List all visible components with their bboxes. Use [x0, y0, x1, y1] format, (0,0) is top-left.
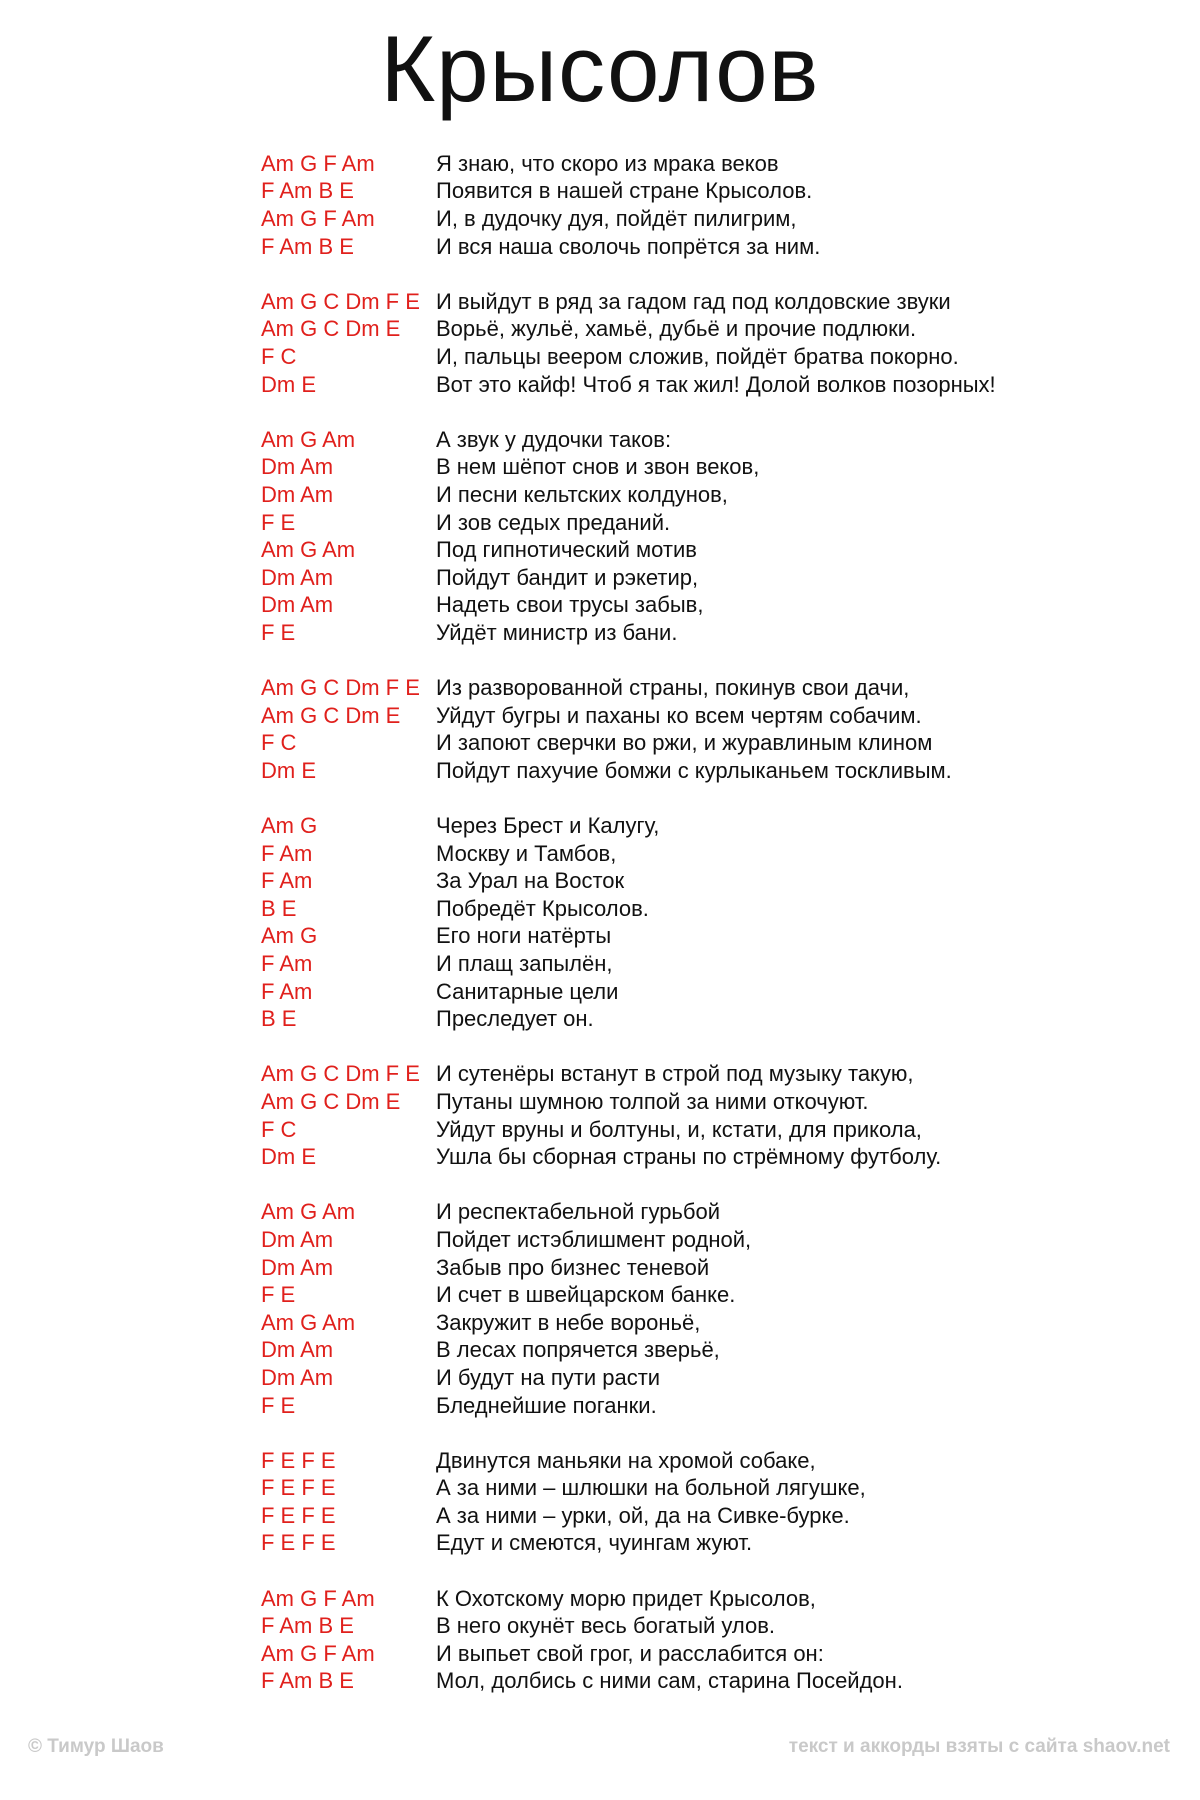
lyric-text: Из разворованной страны, покинув свои дачи,: [436, 675, 910, 701]
chord-label: Dm Am: [261, 454, 334, 480]
song-line: [261, 178, 1061, 206]
lyric-text: А звук у дудочки таков:: [436, 426, 672, 452]
song-line: [261, 1143, 1061, 1171]
lyric-text: Санитарные цели: [436, 978, 619, 1004]
song-line: [261, 923, 1061, 951]
lyric-text: И плащ запылён,: [436, 951, 613, 977]
chord-label: Dm E: [261, 1144, 316, 1170]
song-line: [261, 564, 1061, 592]
chord-label: Am G: [261, 813, 318, 839]
song-line: [261, 729, 1061, 757]
chord-label: F Am B E: [261, 1613, 354, 1639]
chord-label: F E: [261, 509, 296, 535]
song-line: [261, 1199, 1061, 1227]
chord-label: Dm Am: [261, 592, 334, 618]
song-line: [261, 316, 1061, 344]
song-line: [261, 757, 1061, 785]
chord-label: Dm Am: [261, 1226, 334, 1252]
chord-label: Am G Am: [261, 537, 356, 563]
chord-label: Am G C Dm E: [261, 702, 401, 728]
lyric-text: Пойдут бандит и рэкетир,: [436, 564, 699, 590]
song-line: [261, 592, 1061, 620]
chord-label: B E: [261, 1006, 297, 1032]
stanza: [261, 812, 1061, 1033]
chord-label: F E: [261, 619, 296, 645]
song-line: [261, 1254, 1061, 1282]
lyric-text: Через Брест и Калугу,: [436, 813, 660, 839]
lyric-text: Появится в нашей стране Крысолов.: [436, 178, 813, 204]
song-line: [261, 1475, 1061, 1503]
lyric-text: Пойдут пахучие бомжи с курлыканьем тоскливым.: [436, 757, 952, 783]
lyric-text: И выпьет свой грог, и расслабится он:: [436, 1640, 824, 1666]
chord-label: Am G C Dm E: [261, 1088, 401, 1114]
chord-label: Am G Am: [261, 1199, 356, 1225]
song-line: [261, 1309, 1061, 1337]
chord-label: Am G C Dm F E: [261, 1061, 420, 1087]
lyric-text: В лесах попрячется зверьё,: [436, 1337, 720, 1363]
chord-label: Am G C Dm E: [261, 316, 401, 342]
chord-label: F Am: [261, 868, 313, 894]
song-line: [261, 205, 1061, 233]
chord-label: Dm Am: [261, 481, 334, 507]
song-line: [261, 536, 1061, 564]
stanza: [261, 426, 1061, 647]
song-line: [261, 150, 1061, 178]
song-line: [261, 1061, 1061, 1089]
lyric-text: Москву и Тамбов,: [436, 840, 617, 866]
song-line: [261, 812, 1061, 840]
song-body: [261, 150, 1061, 1723]
chord-label: F C: [261, 730, 297, 756]
song-line: [261, 1088, 1061, 1116]
song-line: [261, 454, 1061, 482]
lyric-text: Мол, долбись с ними сам, старина Посейдон.: [436, 1668, 903, 1694]
chord-label: F E F E: [261, 1447, 336, 1473]
song-line: [261, 978, 1061, 1006]
lyric-text: И респектабельной гурьбой: [436, 1199, 721, 1225]
stanza: [261, 674, 1061, 784]
lyric-text: Бледнейшие поганки.: [436, 1392, 657, 1418]
lyric-text: К Охотскому морю придет Крысолов,: [436, 1585, 816, 1611]
chord-label: B E: [261, 895, 297, 921]
song-line: [261, 481, 1061, 509]
song-line: [261, 371, 1061, 399]
lyric-text: Ушла бы сборная страны по стрёмному футболу.: [436, 1144, 942, 1170]
song-line: [261, 702, 1061, 730]
stanza: [261, 150, 1061, 260]
lyric-text: Закружит в небе вороньё,: [436, 1309, 701, 1335]
chord-label: F E F E: [261, 1475, 336, 1501]
song-line: [261, 233, 1061, 261]
chord-label: F E F E: [261, 1530, 336, 1556]
lyric-text: И будут на пути расти: [436, 1364, 661, 1390]
song-line: [261, 674, 1061, 702]
lyric-text: Надеть свои трусы забыв,: [436, 592, 704, 618]
chord-label: Am G Am: [261, 426, 356, 452]
lyric-text: В нем шёпот снов и звон веков,: [436, 454, 760, 480]
song-line: [261, 1447, 1061, 1475]
stanza: [261, 1447, 1061, 1557]
chord-label: F E: [261, 1282, 296, 1308]
lyric-text: Вот это кайф! Чтоб я так жил! Долой волков позорных!: [436, 371, 996, 397]
song-line: [261, 1530, 1061, 1558]
stanza: [261, 1199, 1061, 1420]
chord-label: F Am B E: [261, 233, 354, 259]
lyric-text: В него окунёт весь богатый улов.: [436, 1613, 776, 1639]
song-line: [261, 426, 1061, 454]
lyric-text: За Урал на Восток: [436, 868, 625, 894]
source-text: текст и аккорды взяты с сайта shaov.net: [788, 1736, 1170, 1757]
song-line: [261, 1640, 1061, 1668]
lyric-text: И зов седых преданий.: [436, 509, 671, 535]
lyric-text: Уйдёт министр из бани.: [436, 619, 678, 645]
chord-label: Am G: [261, 923, 318, 949]
chord-label: Am G F Am: [261, 205, 375, 231]
lyric-text: Едут и смеются, чуингам жуют.: [436, 1530, 753, 1556]
chord-label: F Am: [261, 978, 313, 1004]
song-line: [261, 1281, 1061, 1309]
lyric-text: И вся наша сволочь попрётся за ним.: [436, 233, 821, 259]
lyric-text: А за ними – урки, ой, да на Сивке-бурке.: [436, 1502, 850, 1528]
chord-label: Dm Am: [261, 1254, 334, 1280]
song-line: [261, 619, 1061, 647]
stanza: [261, 1585, 1061, 1695]
lyric-text: Путаны шумною толпой за ними откочуют.: [436, 1088, 869, 1114]
song-title: Крысолов: [380, 16, 820, 121]
song-line: [261, 343, 1061, 371]
chord-label: F Am: [261, 840, 313, 866]
lyric-text: А за ними – шлюшки на больной лягушке,: [436, 1475, 866, 1501]
chord-label: Am G F Am: [261, 1640, 375, 1666]
lyric-text: Ворьё, жульё, хамьё, дубьё и прочие подлюки.: [436, 316, 917, 342]
chord-label: Dm E: [261, 371, 316, 397]
lyric-text: Забыв про бизнес теневой: [436, 1254, 710, 1280]
song-line: [261, 895, 1061, 923]
chord-label: Am G F Am: [261, 1585, 375, 1611]
chord-label: Am G C Dm F E: [261, 675, 420, 701]
song-line: [261, 1005, 1061, 1033]
copyright-text: © Тимур Шаов: [28, 1736, 164, 1757]
lyric-text: Уйдут бугры и паханы ко всем чертям собачим.: [436, 702, 922, 728]
chord-label: Dm Am: [261, 1364, 334, 1390]
song-line: [261, 1392, 1061, 1420]
chord-label: F C: [261, 1116, 297, 1142]
song-line: [261, 1226, 1061, 1254]
song-line: [261, 1585, 1061, 1613]
lyric-text: Под гипнотический мотив: [436, 537, 697, 563]
chord-label: Dm Am: [261, 1337, 334, 1363]
chord-label: F Am B E: [261, 178, 354, 204]
chord-label: Dm Am: [261, 564, 334, 590]
song-line: [261, 867, 1061, 895]
chord-label: Am G C Dm F E: [261, 288, 420, 314]
lyric-text: И запоют сверчки во ржи, и журавлиным клином: [436, 730, 933, 756]
lyric-text: Уйдут вруны и болтуны, и, кстати, для прикола,: [436, 1116, 922, 1142]
song-line: [261, 1116, 1061, 1144]
song-line: [261, 1612, 1061, 1640]
stanza: [261, 1061, 1061, 1171]
song-line: [261, 950, 1061, 978]
chord-label: F E: [261, 1392, 296, 1418]
chord-label: F C: [261, 343, 297, 369]
lyric-text: Пойдет истэблишмент родной,: [436, 1226, 752, 1252]
song-line: [261, 840, 1061, 868]
lyric-text: И выйдут в ряд за гадом гад под колдовские звуки: [436, 288, 951, 314]
lyric-text: И сутенёры встанут в строй под музыку такую,: [436, 1061, 914, 1087]
lyric-text: Преследует он.: [436, 1006, 594, 1032]
chord-label: F Am: [261, 951, 313, 977]
lyric-text: Побредёт Крысолов.: [436, 895, 649, 921]
lyric-text: И, в дудочку дуя, пойдёт пилигрим,: [436, 205, 797, 231]
song-line: [261, 288, 1061, 316]
lyric-text: Двинутся маньяки на хромой собаке,: [436, 1447, 816, 1473]
lyric-text: И счет в швейцарском банке.: [436, 1282, 736, 1308]
chord-label: Dm E: [261, 757, 316, 783]
song-line: [261, 1502, 1061, 1530]
lyric-text: И песни кельтских колдунов,: [436, 481, 728, 507]
chord-label: F Am B E: [261, 1668, 354, 1694]
chord-label: Am G Am: [261, 1309, 356, 1335]
song-line: [261, 509, 1061, 537]
chord-label: Am G F Am: [261, 150, 375, 176]
lyric-text: Его ноги натёрты: [436, 923, 612, 949]
song-line: [261, 1337, 1061, 1365]
lyric-text: И, пальцы веером сложив, пойдёт братва покорно.: [436, 343, 959, 369]
chord-label: F E F E: [261, 1502, 336, 1528]
stanza: [261, 288, 1061, 398]
lyric-text: Я знаю, что скоро из мрака веков: [436, 150, 779, 176]
song-line: [261, 1668, 1061, 1696]
song-line: [261, 1364, 1061, 1392]
